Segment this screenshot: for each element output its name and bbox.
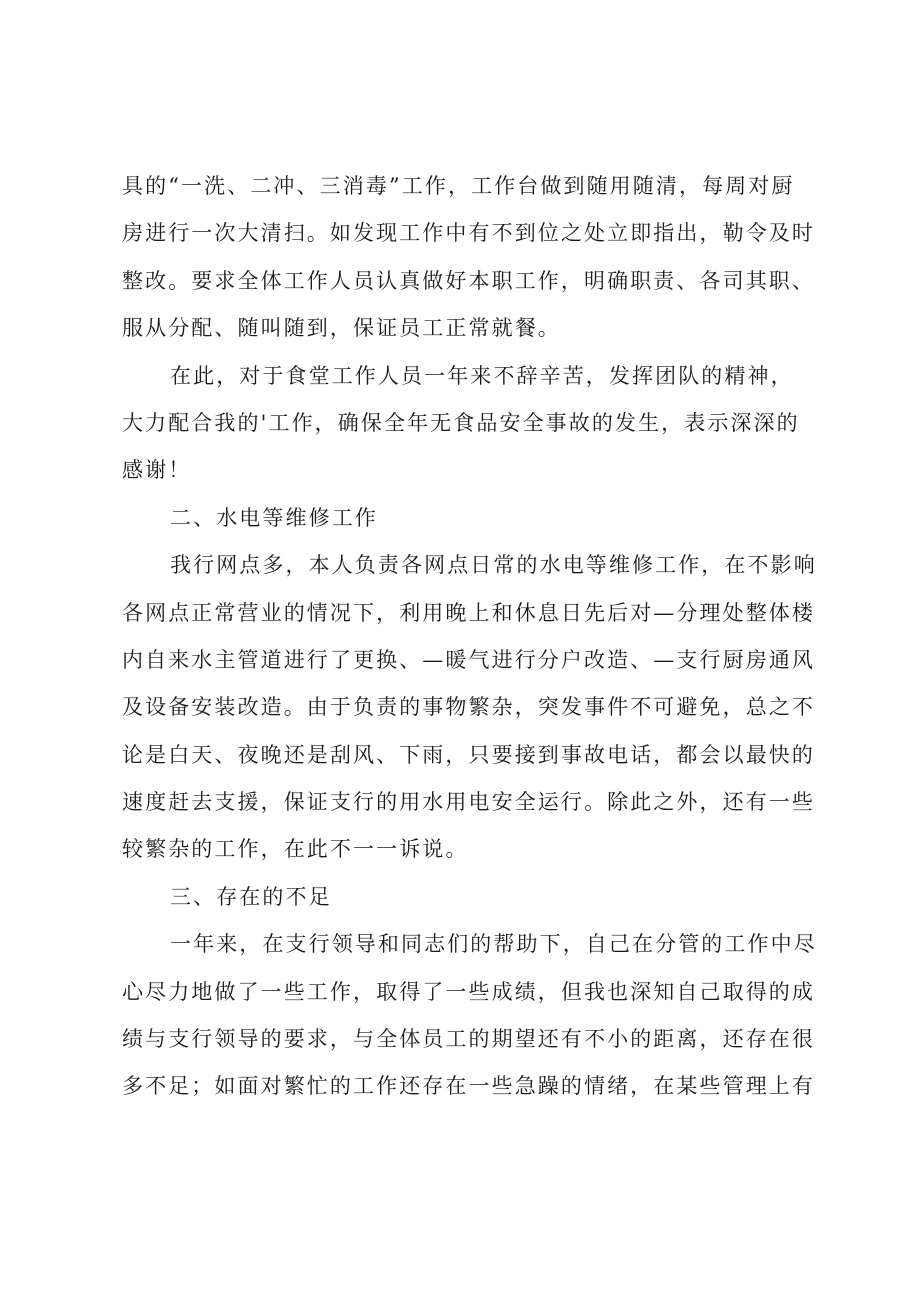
text-line: 较繁杂的工作，在此不一一诉说。 (122, 837, 469, 862)
text-line: 整改。要求全体工作人员认真做好本职工作，明确职责、各司其职、 (122, 268, 815, 293)
text-line: 速度赶去支援，保证支行的用水用电安全运行。除此之外，还有一些 (122, 790, 815, 815)
document-body (122, 163, 822, 1111)
text-line: 房进行一次大清扫。如发现工作中有不到位之处立即指出，勒令及时 (122, 221, 815, 246)
text-line: 感谢！ (122, 458, 192, 483)
paragraph-first-line: 一年来，在支行领导和同志们的帮助下，自己在分管的工作中尽 (170, 932, 817, 957)
text-line: 具的“一洗、二冲、三消毒”工作，工作台做到随用随清，每周对厨 (122, 174, 795, 198)
paragraph-first-line: 我行网点多，本人负责各网点日常的水电等维修工作，在不影响 (170, 553, 817, 578)
text-line: 内自来水主管道进行了更换、—暖气进行分户改造、—支行厨房通风 (122, 647, 815, 672)
text-line: 论是白天、夜晚还是刮风、下雨，只要接到事故电话，都会以最快的 (122, 742, 815, 767)
section-heading: 三、存在的不足 (170, 884, 332, 909)
text-line: 服从分配、随叫随到，保证员工正常就餐。 (122, 316, 561, 341)
text-line: 绩与支行领导的要求，与全体员工的期望还有不小的距离，还存在很 (122, 1027, 815, 1052)
text-line: 大力配合我的'工作，确保全年无食品安全事故的发生，表示深深的 (122, 410, 800, 435)
text-line: 多不足；如面对繁忙的工作还存在一些急躁的情绪，在某些管理上有 (122, 1074, 815, 1099)
paragraph-first-line: 在此，对于食堂工作人员一年来不辞辛苦，发挥团队的精神， (170, 363, 794, 388)
text-line: 及设备安装改造。由于负责的事物繁杂，突发事件不可避免，总之不 (122, 695, 815, 720)
text-line: 各网点正常营业的情况下，利用晚上和休息日先后对—分理处整体楼 (122, 600, 815, 625)
section-heading: 二、水电等维修工作 (170, 505, 378, 530)
text-line: 心尽力地做了一些工作，取得了一些成绩，但我也深知自己取得的成 (122, 979, 815, 1004)
